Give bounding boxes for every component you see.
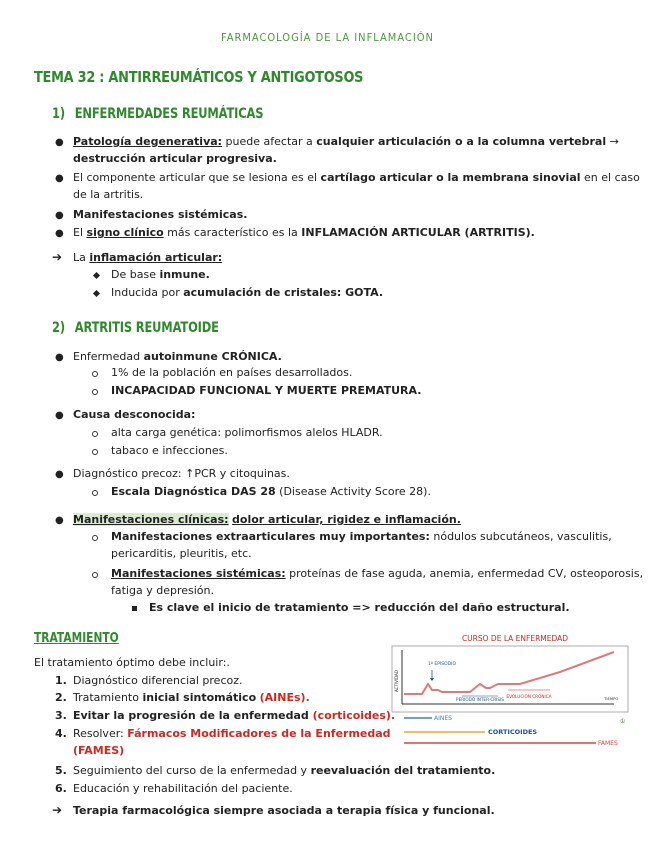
bullet-dot: ● xyxy=(55,410,64,421)
circle-bullet-icon xyxy=(92,572,98,578)
list-number: 5. xyxy=(55,764,67,777)
s1-bullet-2-cont: de la artritis. xyxy=(73,188,144,201)
bullet-dot: ● xyxy=(55,210,64,221)
circle-bullet-icon xyxy=(92,389,98,395)
s2-circle-5: Escala Diagnóstica DAS 28 (Disease Activity Score 28). xyxy=(111,485,431,498)
circle-bullet-icon xyxy=(92,431,98,437)
section-2-title xyxy=(52,320,219,336)
square-bullet-icon xyxy=(132,606,137,611)
circle-bullet-icon xyxy=(92,449,98,455)
arrow-icon: ➔ xyxy=(52,250,63,264)
s1-diamond-2: Inducida por acumulación de cristales: GOTA. xyxy=(111,286,384,299)
s2-bullet-2: Causa desconocida: xyxy=(73,408,196,421)
tratamiento-arrow-line: Terapia farmacológica siempre asociada a terapia física y funcional. xyxy=(73,804,495,817)
tratamiento-item-5: Seguimiento del curso de la enfermedad y reevaluación del tratamiento. xyxy=(73,764,496,777)
tratamiento-item-6: Educación y rehabilitación del paciente. xyxy=(73,782,293,795)
chart-xlabel: TIEMPO xyxy=(604,696,619,701)
section-1-label: ENFERMEDADES REUMÁTICAS xyxy=(74,106,264,122)
bullet-dot: ● xyxy=(55,228,64,239)
chart-evolucion-label: EVOLUCIÓN CRÓNICA xyxy=(506,694,552,699)
circle-bullet-icon xyxy=(92,371,98,377)
s2-circle-6-cont: pericarditis, pleuritis, etc. xyxy=(111,547,252,560)
list-number: 3. xyxy=(55,709,67,722)
aines-label: AINES xyxy=(434,715,452,722)
tratamiento-item-4: Resolver: Fármacos Modificadores de la Enfermedad xyxy=(73,727,391,740)
bullet-dot: ● xyxy=(55,352,64,363)
tratamiento-title: TRATAMIENTO xyxy=(34,631,119,646)
tratamiento-item-1: Diagnóstico diferencial precoz. xyxy=(73,674,243,687)
section-1-number: 1) xyxy=(52,106,65,122)
episode-arrow-head xyxy=(430,678,434,681)
section-2-number: 2) xyxy=(52,320,65,336)
s2-circle-4: tabaco e infecciones. xyxy=(111,444,228,457)
chart-ylabel: ACTIVIDAD xyxy=(394,670,399,692)
s1-bullet-1: Patología degenerativa: puede afectar a cualquier articulación o a la columna vertebral → xyxy=(73,135,619,148)
circle-bullet-icon xyxy=(92,535,98,541)
section-2-label: ARTRITIS REUMATOIDE xyxy=(74,320,219,336)
diamond-bullet-icon xyxy=(93,272,100,279)
s2-circle-7-cont: fatiga y depresión. xyxy=(111,584,214,597)
chart-frame xyxy=(392,646,628,712)
tratamiento-item-3: Evitar la progresión de la enfermedad (corticoides). xyxy=(73,709,396,722)
corticoides-label: CORTICOIDES xyxy=(488,728,538,736)
s2-square-1: Es clave el inicio de tratamiento => reducción del daño estructural. xyxy=(149,601,570,614)
bullet-dot: ● xyxy=(55,173,64,184)
disease-course-diagram xyxy=(390,632,630,754)
s1-bullet-2: El componente articular que se lesiona es el cartílago articular o la membrana sinovial en el caso xyxy=(73,171,640,184)
bullet-dot: ● xyxy=(55,469,64,480)
s2-circle-6: Manifestaciones extraarticulares muy importantes: nódulos subcutáneos, vasculitis, xyxy=(111,530,612,543)
list-number: 2. xyxy=(55,691,67,704)
list-number: 1. xyxy=(55,674,67,687)
bullet-dot: ● xyxy=(55,515,64,526)
tratamiento-item-4-cont: (FAMES) xyxy=(73,744,125,757)
chart-mark: ① xyxy=(620,718,626,725)
s1-bullet-1-cont: destrucción articular progresiva. xyxy=(73,152,277,165)
chart-periodo-label: PERIODO INTER-CRISIS xyxy=(456,697,504,702)
s2-circle-1: 1% de la población en países desarrollados. xyxy=(111,366,353,379)
s2-circle-7: Manifestaciones sistémicas: proteínas de fase aguda, anemia, enfermedad CV, osteoporosis, xyxy=(111,567,644,580)
s1-bullet-3: Manifestaciones sistémicas. xyxy=(73,208,248,221)
diamond-bullet-icon xyxy=(93,290,100,297)
s1-arrow-line: La inflamación articular: xyxy=(73,251,223,264)
tema-title: TEMA 32 : ANTIRREUMÁTICOS Y ANTIGOTOSOS xyxy=(34,68,364,86)
circle-bullet-icon xyxy=(92,490,98,496)
list-number: 6. xyxy=(55,782,67,795)
s2-bullet-1: Enfermedad autoinmune CRÓNICA. xyxy=(73,350,282,363)
s2-bullet-4: Manifestaciones clínicas: dolor articular, rigidez e inflamación. xyxy=(73,513,461,526)
bullet-dot: ● xyxy=(55,137,64,148)
tratamiento-intro: El tratamiento óptimo debe incluir:. xyxy=(34,656,230,669)
fames-label: FAMES xyxy=(598,740,618,747)
section-1-title xyxy=(52,106,263,122)
chart-title: CURSO DE LA ENFERMEDAD xyxy=(461,634,569,643)
disease-curve xyxy=(404,652,614,694)
page-header-title: FARMACOLOGÍA DE LA INFLAMACIÓN xyxy=(221,31,434,44)
s1-diamond-1: De base inmune. xyxy=(111,268,210,281)
arrow-icon: ➔ xyxy=(52,803,63,817)
list-number: 4. xyxy=(55,727,67,740)
s2-circle-2: INCAPACIDAD FUNCIONAL Y MUERTE PREMATURA. xyxy=(111,384,422,397)
s1-bullet-4: El signo clínico más característico es la INFLAMACIÓN ARTICULAR (ARTRITIS). xyxy=(73,226,535,239)
s2-bullet-3: Diagnóstico precoz: ↑PCR y citoquinas. xyxy=(73,467,290,480)
tratamiento-item-2: Tratamiento inicial sintomático (AINEs). xyxy=(73,691,310,704)
s2-circle-3: alta carga genética: polimorfismos alelos HLADR. xyxy=(111,426,383,439)
chart-episode-label: 1º EPISODIO xyxy=(428,662,457,667)
